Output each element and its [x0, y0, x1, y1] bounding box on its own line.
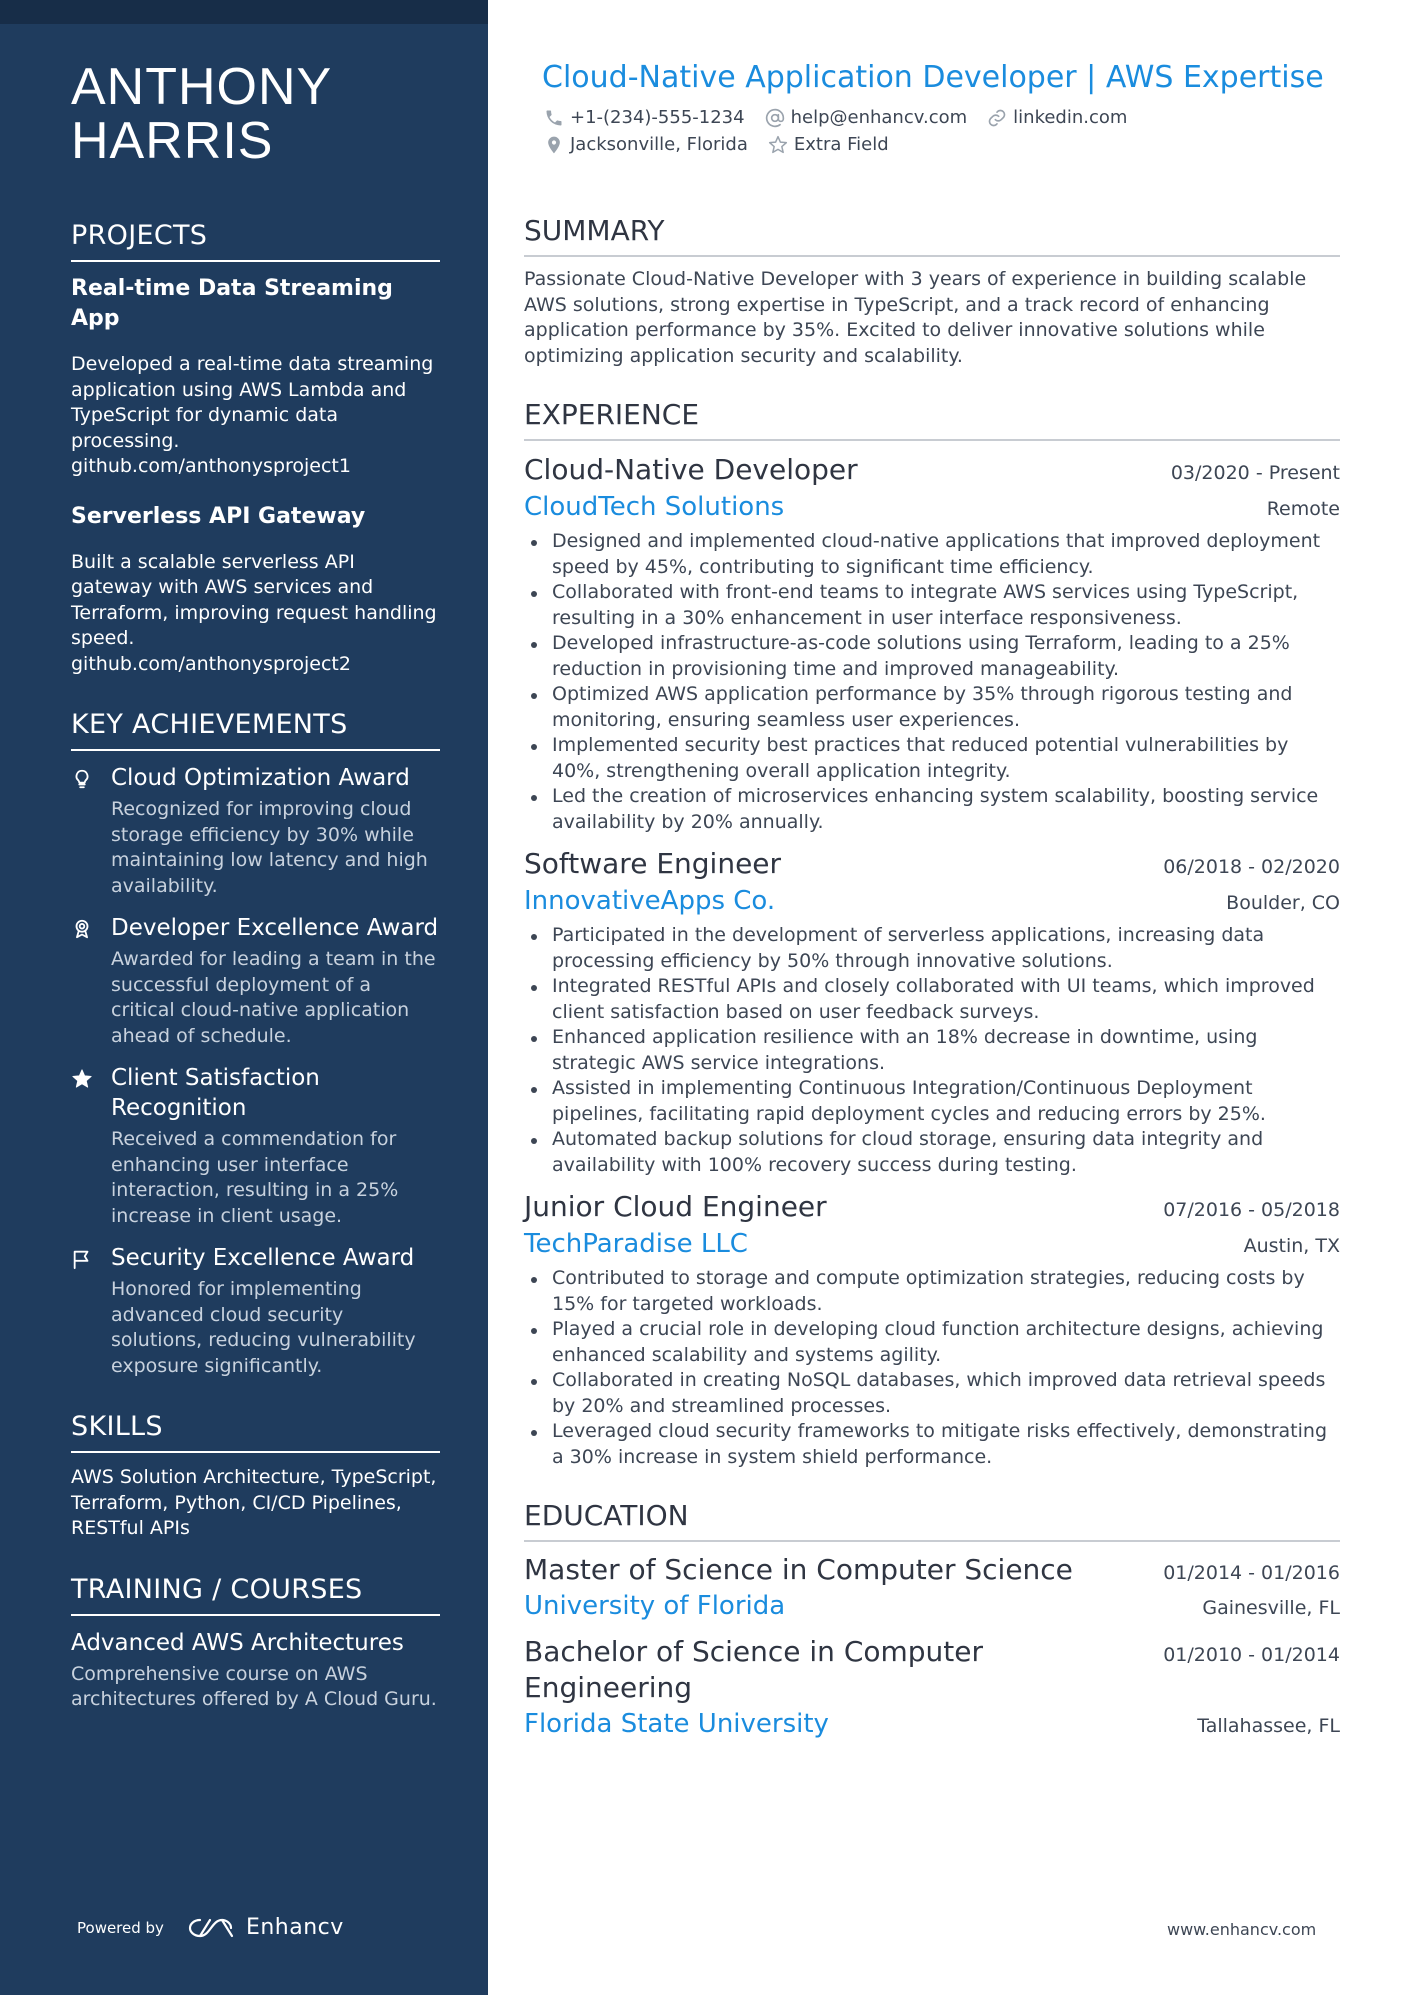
job-bullet: Participated in the development of serverless applications, increasing data processing efficiency by 50% through innovative solutions. [524, 923, 1340, 974]
achievement-title: Client Satisfaction Recognition [111, 1065, 320, 1121]
education-entry [524, 1552, 1340, 1624]
job-dates: 03/2020 - Present [1170, 462, 1340, 484]
project-description [71, 352, 440, 480]
powered-by-label: Powered by [77, 1918, 164, 1937]
project-description [71, 550, 440, 678]
achievement-title: Developer Excellence Award [111, 915, 439, 941]
achievement-description: Received a commendation for enhancing user interface interaction, resulting in a 25% increase in client usage. [111, 1128, 399, 1227]
course-item [71, 1628, 440, 1713]
summary-section [524, 213, 1340, 369]
school-name: University of Florida [524, 1591, 786, 1621]
achievement-description: Recognized for improving cloud storage efficiency by 30% while maintaining low latency and high availability. [111, 798, 428, 897]
education-dates: 01/2010 - 01/2014 [1163, 1644, 1340, 1666]
contact-location [544, 133, 748, 157]
sidebar-content [71, 60, 440, 1743]
project-title: Real-time Data Streaming App [71, 276, 393, 331]
location-text: Jacksonville, Florida [570, 134, 748, 155]
course-description: Comprehensive course on AWS architectures offered by A Cloud Guru. [71, 1662, 437, 1710]
job-dates: 07/2016 - 05/2018 [1163, 1199, 1340, 1221]
last-name: HARRIS [71, 112, 274, 170]
skills-section [71, 1409, 440, 1542]
project-item [71, 274, 440, 480]
job-bullet: Led the creation of microservices enhancing system scalability, boosting service availability by 20% annually. [524, 784, 1340, 835]
job-bullets [524, 1266, 1340, 1470]
skills-list: AWS Solution Architecture, TypeScript, Terraform, Python, CI/CD Pipelines, RESTful APIs [71, 1466, 437, 1539]
linkedin-text: linkedin.com [1013, 107, 1128, 128]
job-title: Software Engineer [524, 847, 782, 880]
job-title: Junior Cloud Engineer [524, 1190, 827, 1223]
job-entry [524, 451, 1340, 835]
job-bullet: Integrated RESTful APIs and closely collaborated with UI teams, which improved client satisfaction based on user feedback surveys. [524, 974, 1340, 1025]
education-heading: EDUCATION [524, 1498, 1340, 1542]
achievement-item [71, 763, 440, 899]
contact-phone[interactable] [544, 106, 745, 130]
projects-section [71, 218, 440, 677]
experience-section [524, 397, 1340, 1470]
education-entry [524, 1634, 1340, 1742]
degree-title: Master of Science in Computer Science [524, 1553, 1073, 1586]
job-bullet: Implemented security best practices that reduced potential vulnerabilities by 40%, strengthening overall application integrity. [524, 733, 1340, 784]
project-link[interactable]: github.com/anthonysproject2 [71, 652, 351, 675]
enhancv-logo[interactable] [188, 1915, 344, 1940]
job-bullet: Developed infrastructure-as-code solutions using Terraform, leading to a 25% reduction in provisioning time and improved manageability. [524, 631, 1340, 682]
job-title: Cloud-Native Developer [524, 453, 858, 486]
company-name: TechParadise LLC [524, 1229, 748, 1259]
company-name: CloudTech Solutions [524, 492, 785, 522]
powered-by [77, 1915, 344, 1940]
achievement-description: Awarded for leading a team in the successful deployment of a critical cloud-native application ahead of schedule. [111, 948, 436, 1047]
first-name: ANTHONY [71, 58, 333, 116]
experience-heading: EXPERIENCE [524, 397, 1340, 441]
job-bullets [524, 923, 1340, 1178]
job-bullet: Contributed to storage and compute optimization strategies, reducing costs by 15% for targeted workloads. [524, 1266, 1340, 1317]
sidebar-top-bar [0, 0, 488, 24]
sidebar [0, 0, 488, 1995]
contact-email[interactable] [765, 106, 968, 130]
achievements-section [71, 707, 440, 1379]
enhancv-brand-name: Enhancv [245, 1915, 344, 1940]
education-section [524, 1498, 1340, 1742]
summary-heading: SUMMARY [524, 213, 1340, 257]
flag-icon [71, 1243, 111, 1379]
job-bullet: Enhanced application resilience with an 18% decrease in downtime, using strategic AWS service integrations. [524, 1025, 1340, 1076]
at-sign-icon [765, 108, 785, 128]
education-dates: 01/2014 - 01/2016 [1163, 1562, 1340, 1584]
job-entry [524, 845, 1340, 1178]
email-text: help@enhancv.com [790, 107, 968, 128]
location-pin-icon [544, 135, 564, 155]
company-name: InnovativeApps Co. [524, 886, 776, 916]
job-bullet: Leveraged cloud security frameworks to mitigate risks effectively, demonstrating a 30% increase in system shield performance. [524, 1419, 1340, 1470]
job-entry [524, 1188, 1340, 1470]
project-description-text: Built a scalable serverless API gateway with AWS services and Terraform, improving request handling speed. [71, 550, 437, 649]
achievements-heading: KEY ACHIEVEMENTS [71, 707, 440, 751]
job-bullet: Collaborated in creating NoSQL databases, which improved data retrieval speeds by 20% and streamlined processes. [524, 1368, 1340, 1419]
job-bullet: Optimized AWS application performance by 35% through rigorous testing and monitoring, ensuring seamless user experiences. [524, 682, 1340, 733]
project-title: Serverless API Gateway [71, 503, 366, 529]
contact-info [544, 106, 1224, 157]
star-outline-icon [768, 135, 788, 155]
candidate-name [71, 60, 440, 168]
achievement-description: Honored for implementing advanced cloud security solutions, reducing vulnerability exposure significantly. [111, 1278, 416, 1377]
degree-title: Bachelor of Science in Computer Engineering [524, 1635, 984, 1704]
enhancv-logo-icon [188, 1916, 234, 1940]
job-bullet: Automated backup solutions for cloud storage, ensuring data integrity and availability with 100% recovery success during testing. [524, 1127, 1340, 1178]
project-item [71, 502, 440, 678]
job-bullet: Played a crucial role in developing cloud function architecture designs, achieving enhanced scalability and systems agility. [524, 1317, 1340, 1368]
contact-extra [768, 133, 889, 157]
main-content [524, 58, 1340, 1770]
star-icon [71, 1063, 111, 1229]
summary-text: Passionate Cloud-Native Developer with 3 years of experience in building scalable AWS solutions, strong expertise in TypeScript, and a track record of enhancing application performance by 35%. Excited to deliver innovative solutions while optimizing application security and scalability. [524, 268, 1307, 367]
training-heading: TRAINING / COURSES [71, 1572, 440, 1616]
school-location: Tallahassee, FL [1197, 1715, 1340, 1737]
link-icon [987, 108, 1007, 128]
footer-website-link[interactable]: www.enhancv.com [1167, 1920, 1317, 1939]
school-location: Gainesville, FL [1202, 1597, 1340, 1619]
job-bullet: Assisted in implementing Continuous Integration/Continuous Deployment pipelines, facilitating rapid deployment cycles and reducing errors by 25%. [524, 1076, 1340, 1127]
lightbulb-icon [71, 763, 111, 899]
extra-field-text: Extra Field [793, 134, 889, 155]
phone-icon [544, 108, 564, 128]
training-section [71, 1572, 440, 1713]
project-description-text: Developed a real-time data streaming application using AWS Lambda and TypeScript for dynamic data processing. [71, 353, 434, 452]
projects-heading: PROJECTS [71, 218, 440, 262]
achievement-item [71, 1063, 440, 1229]
contact-linkedin[interactable] [987, 106, 1127, 130]
achievement-item [71, 913, 440, 1049]
job-bullet: Collaborated with front-end teams to integrate AWS services using TypeScript, resulting in a 30% enhancement in user interface responsiveness. [524, 580, 1340, 631]
job-bullets [524, 529, 1340, 835]
job-bullet: Designed and implemented cloud-native applications that improved deployment speed by 45%, contributing to significant time efficiency. [524, 529, 1340, 580]
course-title: Advanced AWS Architectures [71, 1629, 404, 1656]
job-location: Remote [1266, 498, 1340, 520]
achievement-item [71, 1243, 440, 1379]
headline: Cloud-Native Application Developer | AWS Expertise [542, 60, 1324, 95]
job-location: Boulder, CO [1226, 892, 1340, 914]
award-ribbon-icon [71, 913, 111, 1049]
achievement-title: Security Excellence Award [111, 1245, 415, 1271]
achievement-title: Cloud Optimization Award [111, 765, 410, 791]
project-link[interactable]: github.com/anthonysproject1 [71, 455, 351, 477]
job-location: Austin, TX [1243, 1235, 1340, 1257]
school-name: Florida State University [524, 1709, 829, 1739]
skills-heading: SKILLS [71, 1409, 440, 1453]
job-dates: 06/2018 - 02/2020 [1163, 856, 1340, 878]
phone-text: +1-(234)-555-1234 [570, 107, 745, 128]
